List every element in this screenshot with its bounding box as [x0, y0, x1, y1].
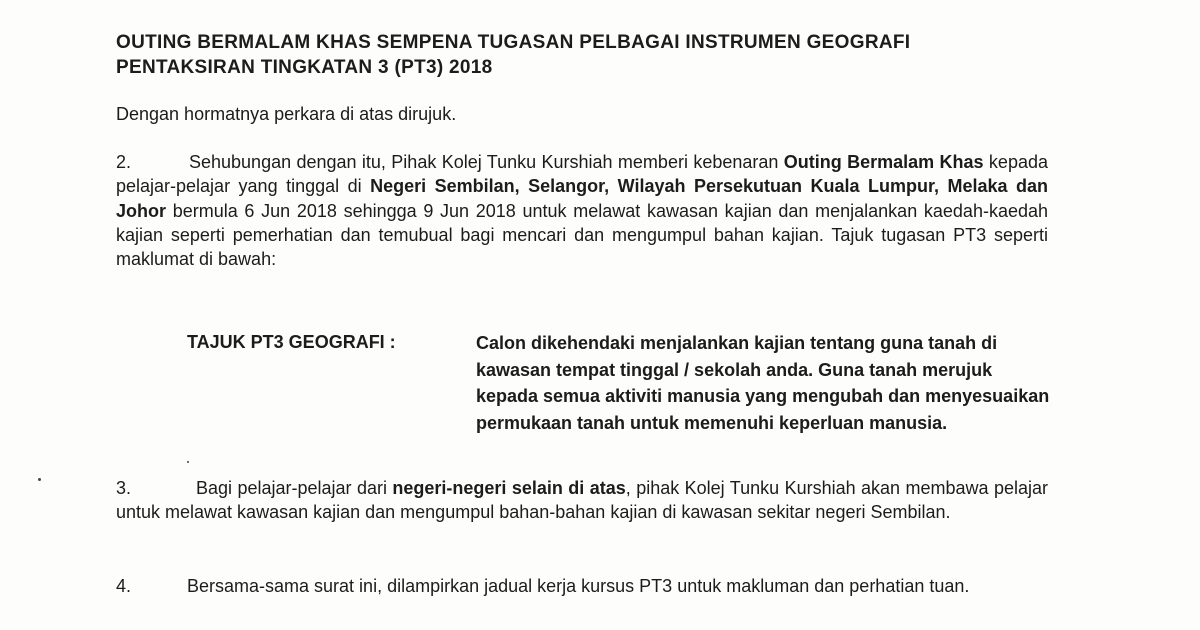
title-line-2: PENTAKSIRAN TINGKATAN 3 (PT3) 2018 [116, 57, 493, 78]
paragraph-2-text-3: bermula 6 Jun 2018 sehingga 9 Jun 2018 untuk melawat kawasan kajian dan menjalankan kaedah-kaedah kajian seperti pemerhatian dan temubual bagi mencari dan mengumpul bahan kajian. Tajuk tugasan PT3 seperti maklumat di bawah: [116, 200, 1048, 270]
paragraph-2-bold-1: Outing Bermalam Khas [783, 152, 984, 172]
paragraph-3-text-2: , pihak Kolej Tunku Kurshiah akan membawa pelajar untuk melawat kawasan kajian dan mengumpul bahan-bahan kajian di kawasan sekitar negeri Sembilan. [116, 478, 1048, 523]
paragraph-3-text-1: Bagi pelajar-pelajar dari [196, 478, 393, 498]
paragraph-3-bold: negeri-negeri selain di atas [392, 478, 626, 498]
paragraph-2 [116, 150, 1048, 271]
greeting: Dengan hormatnya perkara di atas dirujuk. [116, 104, 457, 124]
paragraph-4-number: 4. [116, 576, 132, 596]
scan-speck [38, 478, 41, 481]
scan-speck [187, 461, 189, 463]
paragraph-3-number: 3. [116, 478, 132, 498]
paragraph-2-text-1: Sehubungan dengan itu, Pihak Kolej Tunku Kurshiah memberi kebenaran [189, 152, 784, 172]
letter-title [116, 30, 1056, 80]
paragraph-4-text: Bersama-sama surat ini, dilampirkan jadual kerja kursus PT3 untuk makluman dan perhatian tuan. [187, 576, 970, 596]
tajuk-label: TAJUK PT3 GEOGRAFI : [187, 332, 396, 352]
paragraph-2-number: 2. [116, 152, 132, 172]
paragraph-3 [116, 476, 1048, 525]
paragraph-4 [116, 574, 1048, 598]
tajuk-text: Calon dikehendaki menjalankan kajian tentang guna tanah di kawasan tempat tinggal / sekolah anda. Guna tanah merujuk kepada semua aktiviti manusia yang mengubah dan menyesuaikan permukaan tanah untuk memenuhi keperluan manusia. [476, 333, 1050, 433]
title-line-1: OUTING BERMALAM KHAS SEMPENA TUGASAN PELBAGAI INSTRUMEN GEOGRAFI [116, 32, 911, 53]
paragraph-2-text-2: kepada pelajar-pelajar yang tinggal di [116, 152, 1048, 197]
paragraph-2-bold-2: Negeri Sembilan, Selangor, Wilayah Persekutuan Kuala Lumpur, Melaka dan Johor [116, 176, 1048, 221]
